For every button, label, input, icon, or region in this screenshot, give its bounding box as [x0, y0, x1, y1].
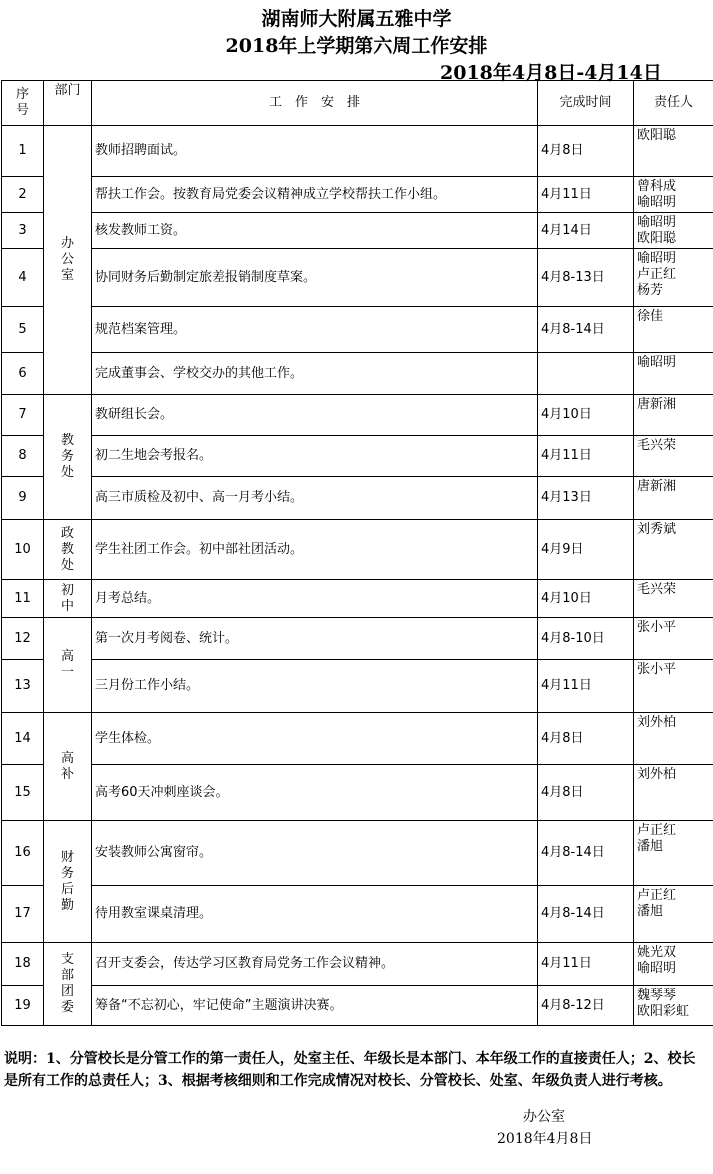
table-row [2, 307, 713, 353]
time-cell: 4月11日 [538, 943, 634, 986]
task-cell: 规范档案管理。 [92, 307, 538, 353]
footer-note: 说明：1、分管校长是分管工作的第一责任人，处室主任、年级长是本部门、本年级工作的直接责任人；2、校长是所有工作的总责任人；3、根据考核细则和工作完成情况对校长、分管校长、处室、年级负责人进行考核。 [4, 1051, 696, 1089]
task-cell: 安装教师公寓窗帘。 [92, 821, 538, 886]
time-cell: 4月8-14日 [538, 886, 634, 943]
row-num: 8 [2, 436, 44, 477]
owner-cell: 张小平 [634, 660, 713, 713]
time-cell: 4月9日 [538, 520, 634, 580]
row-num: 12 [2, 618, 44, 660]
header-task: 工 作 安 排 [92, 81, 538, 126]
dept-cell: 高 补 [44, 713, 92, 821]
row-num: 14 [2, 713, 44, 765]
task-cell: 高考60天冲刺座谈会。 [92, 765, 538, 821]
task-cell: 月考总结。 [92, 580, 538, 618]
table-row [2, 660, 713, 713]
time-cell: 4月8-13日 [538, 249, 634, 307]
task-cell: 教研组长会。 [92, 395, 538, 436]
table-row [2, 713, 713, 765]
time-cell: 4月11日 [538, 177, 634, 213]
header-time: 完成时间 [538, 81, 634, 126]
time-cell [538, 353, 634, 395]
signer: 办公室 [523, 1109, 565, 1125]
owner-cell: 毛兴荣 [634, 580, 713, 618]
schedule-table [1, 80, 713, 1026]
owner-cell: 姚光双 喻昭明 [634, 943, 713, 986]
task-cell: 筹备“不忘初心，牢记使命”主题演讲决赛。 [92, 986, 538, 1026]
task-cell: 帮扶工作会。按教育局党委会议精神成立学校帮扶工作小组。 [92, 177, 538, 213]
owner-cell: 唐新湘 [634, 395, 713, 436]
header-num: 序 号 [2, 81, 44, 126]
sign-date: 2018年4月8日 [497, 1131, 593, 1147]
task-cell: 教师招聘面试。 [92, 126, 538, 177]
dept-cell: 财 务 后 勤 [44, 821, 92, 943]
task-cell: 学生体检。 [92, 713, 538, 765]
owner-cell: 欧阳聪 [634, 126, 713, 177]
table-row [2, 353, 713, 395]
time-cell: 4月8-14日 [538, 821, 634, 886]
owner-cell: 刘秀斌 [634, 520, 713, 580]
dept-cell: 教 务 处 [44, 395, 92, 520]
time-cell: 4月11日 [538, 660, 634, 713]
dept-cell: 办 公 室 [44, 126, 92, 395]
table-row [2, 249, 713, 307]
owner-cell: 卢正红 潘旭 [634, 886, 713, 943]
task-cell: 协同财务后勤制定旅差报销制度草案。 [92, 249, 538, 307]
table-row [2, 213, 713, 249]
header-owner: 责任人 [634, 81, 713, 126]
owner-cell: 唐新湘 [634, 477, 713, 520]
time-cell: 4月13日 [538, 477, 634, 520]
owner-cell: 刘外柏 [634, 713, 713, 765]
table-row [2, 436, 713, 477]
dept-cell: 高 一 [44, 618, 92, 713]
row-num: 16 [2, 821, 44, 886]
row-num: 4 [2, 249, 44, 307]
row-num: 1 [2, 126, 44, 177]
owner-cell: 喻昭明 欧阳聪 [634, 213, 713, 249]
task-cell: 学生社团工作会。初中部社团活动。 [92, 520, 538, 580]
task-cell: 初二生地会考报名。 [92, 436, 538, 477]
owner-cell: 毛兴荣 [634, 436, 713, 477]
owner-cell: 曾科成 喻昭明 [634, 177, 713, 213]
header-dept: 部门 [44, 81, 92, 126]
owner-cell: 卢正红 潘旭 [634, 821, 713, 886]
table-row [2, 395, 713, 436]
time-cell: 4月10日 [538, 580, 634, 618]
table-row [2, 477, 713, 520]
owner-cell: 喻昭明 [634, 353, 713, 395]
time-cell: 4月8日 [538, 126, 634, 177]
table-row [2, 765, 713, 821]
row-num: 7 [2, 395, 44, 436]
table-row [2, 986, 713, 1026]
table-row [2, 126, 713, 177]
row-num: 3 [2, 213, 44, 249]
task-cell: 召开支委会，传达学习区教育局党务工作会议精神。 [92, 943, 538, 986]
table-row [2, 943, 713, 986]
row-num: 2 [2, 177, 44, 213]
dept-cell: 政 教 处 [44, 520, 92, 580]
row-num: 9 [2, 477, 44, 520]
row-num: 11 [2, 580, 44, 618]
table-row [2, 618, 713, 660]
row-num: 5 [2, 307, 44, 353]
row-num: 18 [2, 943, 44, 986]
owner-cell: 喻昭明 卢正红 杨芳 [634, 249, 713, 307]
owner-cell: 张小平 [634, 618, 713, 660]
time-cell: 4月11日 [538, 436, 634, 477]
row-num: 6 [2, 353, 44, 395]
task-cell: 高三市质检及初中、高一月考小结。 [92, 477, 538, 520]
row-num: 13 [2, 660, 44, 713]
table-row [2, 821, 713, 886]
time-cell: 4月10日 [538, 395, 634, 436]
row-num: 10 [2, 520, 44, 580]
date-range: 2018年4月8日-4月14日 [440, 62, 662, 84]
owner-cell: 刘外柏 [634, 765, 713, 821]
row-num: 15 [2, 765, 44, 821]
row-num: 17 [2, 886, 44, 943]
row-num: 19 [2, 986, 44, 1026]
task-cell: 待用教室课桌清理。 [92, 886, 538, 943]
owner-cell: 徐佳 [634, 307, 713, 353]
time-cell: 4月8日 [538, 713, 634, 765]
owner-cell: 魏琴琴 欧阳彩虹 [634, 986, 713, 1026]
time-cell: 4月8-10日 [538, 618, 634, 660]
task-cell: 三月份工作小结。 [92, 660, 538, 713]
task-cell: 完成董事会、学校交办的其他工作。 [92, 353, 538, 395]
time-cell: 4月8-14日 [538, 307, 634, 353]
time-cell: 4月14日 [538, 213, 634, 249]
table-row [2, 177, 713, 213]
table-row [2, 580, 713, 618]
task-cell: 核发教师工资。 [92, 213, 538, 249]
schedule-title: 2018年上学期第六周工作安排 [225, 35, 488, 57]
time-cell: 4月8日 [538, 765, 634, 821]
dept-cell: 支 部 团 委 [44, 943, 92, 1026]
task-cell: 第一次月考阅卷、统计。 [92, 618, 538, 660]
dept-cell: 初 中 [44, 580, 92, 618]
table-header-row [2, 81, 713, 126]
school-name: 湖南师大附属五雅中学 [261, 8, 452, 30]
time-cell: 4月8-12日 [538, 986, 634, 1026]
table-row [2, 520, 713, 580]
table-row [2, 886, 713, 943]
